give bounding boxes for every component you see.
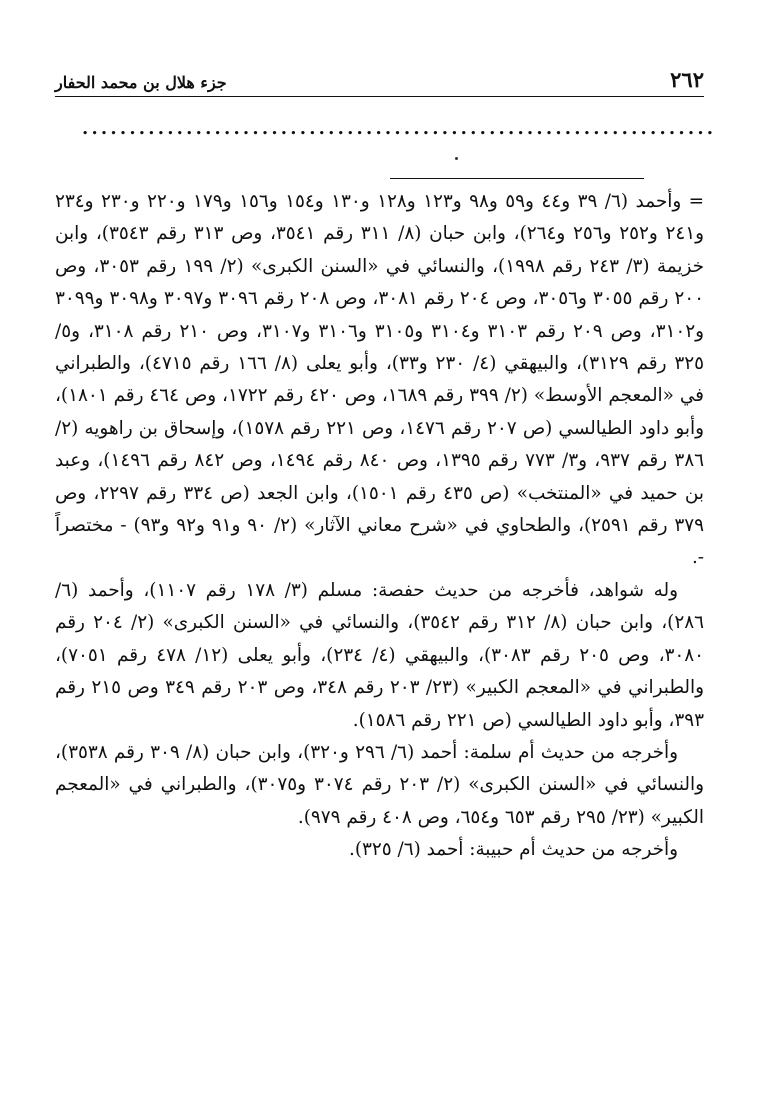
page-header	[55, 58, 704, 92]
footnote-paragraph: = وأحمد (٦/ ٣٩ و٤٤ و٥٩ و٩٨ و١٢٣ و١٢٨ و١٣٠ و١٥٤ و١٥٦ و١٧٩ و٢٢٠ و٢٣٠ و٢٣٤ و٢٤١ و٢٥٢ و٢٥٦ و٢٦٤)، وابن حبان (٨/ ٣١١ رقم ٣٥٤١، وص ٣١٣ رقم ٣٥٤٣)، وابن خزيمة (٣/ ٢٤٣ رقم ١٩٩٨)، والنسائي في «السنن الكبرى» (٢/ ١٩٩ رقم ٣٠٥٣، وص ٢٠٠ رقم ٣٠٥٥ و٣٠٥٦، وص ٢٠٤ رقم ٣٠٨١، وص ٢٠٨ رقم ٣٠٩٦ و٣٠٩٧ و٣٠٩٨ و٣٠٩٩ و٣١٠٢، وص ٢٠٩ رقم ٣١٠٣ و٣١٠٤ و٣١٠٥ و٣١٠٦ و٣١٠٧، وص ٢١٠ رقم ٣١٠٨، و٥/ ٣٢٥ رقم ٣١٢٩)، والبيهقي (٤/ ٢٣٠ و٣٣)، وأبو يعلى (٨/ ١٦٦ رقم ٤٧١٥)، والطبراني في «المعجم الأوسط» (٢/ ٣٩٩ رقم ١٦٨٩، وص ٤٢٠ رقم ١٧٢٢، وص ٤٦٤ رقم ١٨٠١)، وأبو داود الطيالسي (ص ٢٠٧ رقم ١٤٧٦، وص ٢٢١ رقم ١٥٧٨)، وإسحاق بن راهويه (٢/ ٣٨٦ رقم ٩٣٧، و٣/ ٧٧٣ رقم ١٣٩٥، وص ٨٤٠ رقم ١٤٩٤، وص ٨٤٢ رقم ١٤٩٦)، وعبد بن حميد في «المنتخب» (ص ٤٣٥ رقم ١٥٠١)، وابن الجعد (ص ٣٣٤ رقم ٢٢٩٧، وص ٣٧٩ رقم ٢٥٩١)، والطحاوي في «شرح معاني الآثار» (٢/ ٩٠ و٩١ و٩٢ و٩٣) - مختصراً -.	[55, 191, 705, 569]
footnote-separator	[390, 178, 644, 179]
footnote-paragraph: وأخرجه من حديث أم سلمة: أحمد (٦/ ٢٩٦ و٣٢٠)، وابن حبان (٨/ ٣٠٩ رقم ٣٥٣٨)، والنسائي في «السنن الكبرى» (٢/ ٢٠٣ رقم ٣٠٧٤ و٣٠٧٥)، والطبراني في «المعجم الكبير» (٢٣/ ٢٩٥ رقم ٦٥٣ و٦٥٤، وص ٤٠٨ رقم ٩٧٩).	[55, 741, 705, 828]
ellipsis-line: ...................................................................	[82, 118, 717, 139]
header-rule	[55, 96, 704, 97]
footnote-text	[55, 186, 704, 867]
stray-dot	[455, 157, 458, 160]
page-number: ٢٦٢	[670, 67, 704, 92]
footnote-paragraph: وأخرجه من حديث أم حبيبة: أحمد (٦/ ٣٢٥).	[349, 839, 678, 861]
running-title: جزء هلال بن محمد الحفار	[55, 73, 227, 92]
footnote-paragraph: وله شواهد، فأخرجه من حديث حفصة: مسلم (٣/ ١٧٨ رقم ١١٠٧)، وأحمد (٦/ ٢٨٦)، وابن حبان (٨/ ٣١٢ رقم ٣٥٤٢)، والنسائي في «السنن الكبرى» (٢/ ٢٠٤ رقم ٣٠٨٠، وص ٢٠٥ رقم ٣٠٨٣)، والبيهقي (٤/ ٢٣٤)، وأبو يعلى (١٢/ ٤٧٨ رقم ٧٠٥١)، والطبراني في «المعجم الكبير» (٢٣/ ٢٠٣ رقم ٣٤٨، وص ٢٠٣ رقم ٣٤٩ وص ٢١٥ رقم ٣٩٣، وأبو داود الطيالسي (ص ٢٢١ رقم ١٥٨٦).	[55, 579, 705, 731]
